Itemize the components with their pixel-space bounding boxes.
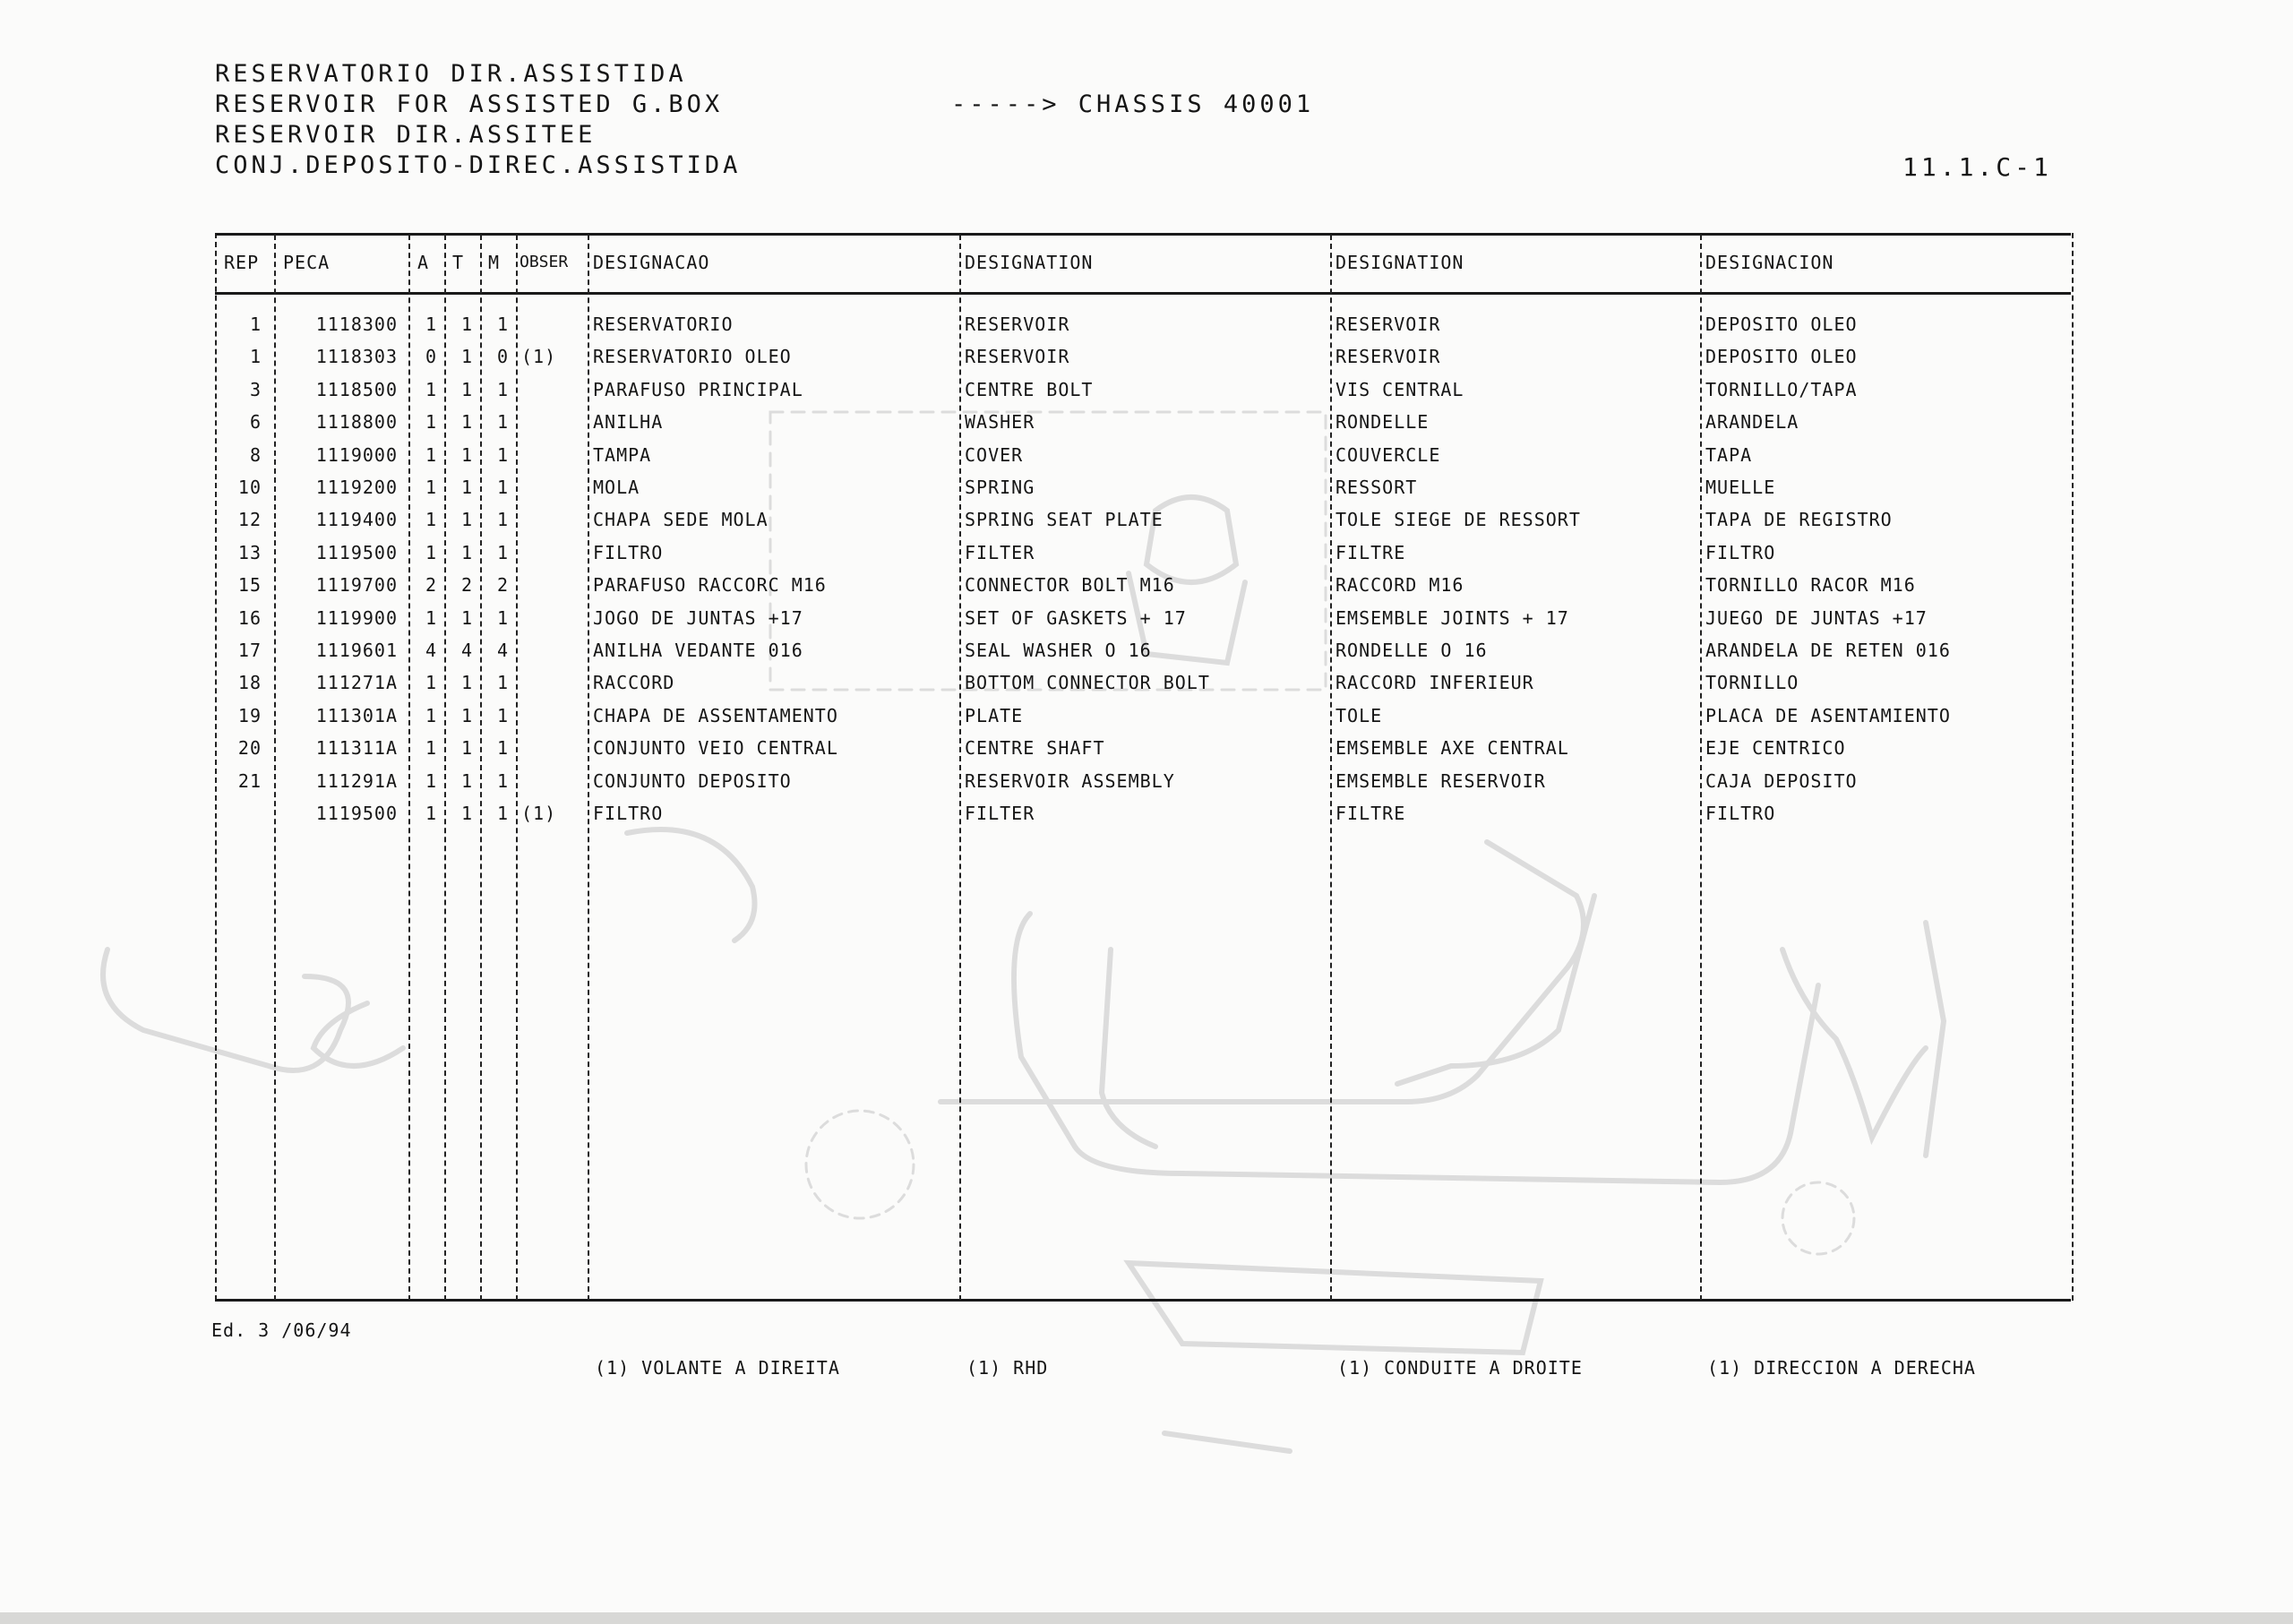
cell-part-number: 1118300 — [315, 314, 398, 335]
cell-rep: 1 — [249, 346, 262, 368]
cell-designation-fr: FILTRE — [1335, 803, 1406, 824]
cell-part-number: 1118303 — [315, 346, 398, 368]
cell-designation-fr: EMSEMBLE JOINTS + 17 — [1335, 606, 1569, 629]
footnote-portuguese: (1) VOLANTE A DIREITA — [595, 1357, 840, 1379]
cell-part-number: 1119000 — [315, 443, 398, 466]
cell-qty-m: 1 — [496, 477, 509, 498]
cell-qty-t: 1 — [460, 606, 473, 629]
cell-qty-t: 1 — [460, 477, 473, 498]
cell-designacao: CHAPA SEDE MOLA — [593, 509, 769, 531]
col-header-obser: OBSER — [520, 253, 569, 271]
cell-designacion: TORNILLO — [1705, 672, 1799, 694]
cell-qty-m: 1 — [496, 509, 509, 531]
cell-qty-t: 4 — [460, 640, 473, 661]
cell-part-number: 1119400 — [315, 509, 398, 531]
cell-part-number: 1119700 — [315, 574, 398, 597]
page-code: 11.1.C-1 — [1902, 152, 2052, 182]
cell-part-number: 1119900 — [315, 606, 398, 629]
cell-designacion: PLACA DE ASENTAMIENTO — [1705, 704, 1951, 726]
cell-designacao: PARAFUSO RACCORC M16 — [593, 574, 827, 597]
cell-qty-t: 1 — [460, 314, 473, 335]
cell-qty-m: 1 — [496, 803, 509, 824]
cell-designacao: RESERVATORIO OLEO — [593, 346, 792, 368]
cell-qty-a: 1 — [425, 314, 437, 335]
cell-qty-a: 4 — [425, 640, 437, 661]
cell-designation-fr: RESSORT — [1335, 477, 1418, 498]
cell-part-number: 111271A — [315, 672, 398, 694]
cell-qty-a: 1 — [425, 606, 437, 629]
cell-designation-fr: RONDELLE — [1335, 411, 1430, 434]
cell-qty-m: 1 — [496, 378, 509, 400]
cell-designation-en: CONNECTOR BOLT M16 — [965, 574, 1175, 597]
cell-designacao: CONJUNTO VEIO CENTRAL — [593, 737, 838, 760]
cell-qty-t: 1 — [460, 672, 473, 694]
cell-designacao: CONJUNTO DEPOSITO — [593, 769, 792, 792]
cell-designation-en: SPRING — [965, 477, 1035, 498]
cell-qty-t: 1 — [460, 704, 473, 726]
cell-qty-a: 2 — [425, 574, 437, 597]
cell-designation-en: FILTER — [965, 803, 1035, 824]
col-header-m: M — [488, 252, 501, 273]
cell-designation-fr: EMSEMBLE RESERVOIR — [1335, 769, 1546, 792]
col-header-a: A — [417, 252, 430, 273]
cell-qty-a: 1 — [425, 803, 437, 824]
cell-part-number: 111301A — [315, 704, 398, 726]
cell-qty-m: 1 — [496, 737, 509, 760]
cell-rep: 1 — [249, 314, 262, 335]
col-header-designacao: DESIGNACAO — [593, 252, 710, 273]
title-portuguese: RESERVATORIO DIR.ASSISTIDA — [215, 60, 687, 88]
cell-rep: 3 — [249, 378, 262, 400]
cell-designacion: FILTRO — [1705, 541, 1776, 563]
cell-designation-fr: VIS CENTRAL — [1335, 378, 1464, 400]
cell-designation-fr: TOLE — [1335, 704, 1383, 726]
title-french: RESERVOIR DIR.ASSITEE — [215, 121, 597, 149]
cell-qty-m: 4 — [496, 640, 509, 661]
title-english: RESERVOIR FOR ASSISTED G.BOX — [215, 90, 724, 118]
cell-rep: 17 — [237, 640, 262, 661]
col-divider-designacao — [588, 235, 589, 1301]
cell-designacion: FILTRO — [1705, 803, 1776, 824]
cell-qty-m: 1 — [496, 672, 509, 694]
cell-qty-a: 0 — [425, 346, 437, 368]
cell-rep: 18 — [237, 672, 262, 694]
cell-designacao: RACCORD — [593, 672, 675, 694]
cell-designation-en: RESERVOIR — [965, 314, 1070, 335]
cell-rep: 15 — [237, 574, 262, 597]
cell-designation-fr: RACCORD INFERIEUR — [1335, 672, 1534, 694]
cell-part-number: 1119500 — [315, 803, 398, 824]
col-divider-designacion — [1700, 235, 1702, 1301]
cell-qty-t: 1 — [460, 737, 473, 760]
col-header-designation-fr: DESIGNATION — [1335, 252, 1464, 273]
cell-designacao: JOGO DE JUNTAS +17 — [593, 606, 803, 629]
cell-designation-en: SET OF GASKETS + 17 — [965, 606, 1187, 629]
cell-part-number: 1119500 — [315, 541, 398, 563]
cell-rep: 20 — [237, 737, 262, 760]
col-header-t: T — [452, 252, 465, 273]
cell-qty-a: 1 — [425, 769, 437, 792]
col-divider-designation-en — [959, 235, 961, 1301]
page-bottom-edge — [0, 1612, 2293, 1624]
cell-rep: 10 — [237, 477, 262, 498]
cell-designacao: ANILHA — [593, 411, 664, 434]
cell-part-number: 111291A — [315, 769, 398, 792]
cell-designacao: FILTRO — [593, 541, 664, 563]
footnote-english: (1) RHD — [966, 1357, 1049, 1379]
cell-qty-t: 1 — [460, 769, 473, 792]
cell-qty-t: 1 — [460, 411, 473, 434]
table-top-rule — [215, 233, 2071, 236]
cell-part-number: 1119601 — [315, 640, 398, 661]
cell-qty-a: 1 — [425, 704, 437, 726]
cell-qty-a: 1 — [425, 443, 437, 466]
cell-designacion: MUELLE — [1705, 477, 1776, 498]
col-header-peca: PECA — [283, 252, 331, 273]
cell-designacao: MOLA — [593, 477, 640, 498]
cell-rep: 8 — [249, 443, 262, 466]
cell-qty-m: 1 — [496, 541, 509, 563]
cell-qty-m: 1 — [496, 606, 509, 629]
cell-part-number: 111311A — [315, 737, 398, 760]
cell-qty-m: 1 — [496, 704, 509, 726]
col-header-rep: REP — [224, 252, 260, 273]
cell-qty-a: 1 — [425, 477, 437, 498]
cell-designacion: TORNILLO/TAPA — [1705, 378, 1858, 400]
cell-designacion: ARANDELA — [1705, 411, 1799, 434]
cell-rep: 19 — [237, 704, 262, 726]
cell-designacao: RESERVATORIO — [593, 314, 734, 335]
footnote-french: (1) CONDUITE A DROITE — [1337, 1357, 1583, 1379]
cell-qty-a: 1 — [425, 509, 437, 531]
cell-designation-fr: COUVERCLE — [1335, 443, 1441, 466]
cell-designation-en: FILTER — [965, 541, 1035, 563]
cell-designacao: FILTRO — [593, 803, 664, 824]
table-bottom-rule — [215, 1299, 2071, 1302]
cell-designacion: TAPA — [1705, 443, 1753, 466]
cell-designacao: TAMPA — [593, 443, 652, 466]
cell-designation-fr: EMSEMBLE AXE CENTRAL — [1335, 737, 1569, 760]
cell-designation-en: RESERVOIR — [965, 346, 1070, 368]
cell-obser: (1) — [521, 803, 557, 824]
cell-qty-m: 1 — [496, 411, 509, 434]
cell-qty-a: 1 — [425, 541, 437, 563]
cell-qty-a: 1 — [425, 737, 437, 760]
cell-qty-t: 1 — [460, 346, 473, 368]
table-header-rule — [215, 292, 2071, 295]
cell-part-number: 1118500 — [315, 378, 398, 400]
edition-date: Ed. 3 /06/94 — [211, 1319, 352, 1341]
cell-qty-a: 1 — [425, 411, 437, 434]
cell-designation-fr: RONDELLE O 16 — [1335, 640, 1488, 661]
cell-designation-en: SEAL WASHER O 16 — [965, 640, 1152, 661]
cell-qty-t: 1 — [460, 803, 473, 824]
cell-part-number: 1118800 — [315, 411, 398, 434]
cell-designation-en: WASHER — [965, 411, 1035, 434]
cell-qty-m: 1 — [496, 314, 509, 335]
cell-designacion: TORNILLO RACOR M16 — [1705, 574, 1916, 597]
cell-rep: 13 — [237, 541, 262, 563]
cell-designation-en: SPRING SEAT PLATE — [965, 509, 1164, 531]
cell-designacion: ARANDELA DE RETEN 016 — [1705, 640, 1951, 661]
cell-rep: 21 — [237, 769, 262, 792]
col-header-designation-en: DESIGNATION — [965, 252, 1094, 273]
cell-designacion: EJE CENTRICO — [1705, 737, 1846, 760]
cell-qty-a: 1 — [425, 672, 437, 694]
cell-rep: 12 — [237, 509, 262, 531]
cell-qty-t: 1 — [460, 378, 473, 400]
cell-designacion: JUEGO DE JUNTAS +17 — [1705, 606, 1928, 629]
cell-designation-fr: TOLE SIEGE DE RESSORT — [1335, 509, 1581, 531]
cell-designacion: DEPOSITO OLEO — [1705, 314, 1858, 335]
cell-designation-fr: RESERVOIR — [1335, 346, 1441, 368]
cell-qty-t: 1 — [460, 509, 473, 531]
title-spanish: CONJ.DEPOSITO-DIREC.ASSISTIDA — [215, 151, 742, 179]
col-divider-peca — [274, 235, 276, 1301]
cell-designation-fr: RESERVOIR — [1335, 314, 1441, 335]
cell-designation-en: PLATE — [965, 704, 1024, 726]
cell-designacao: CHAPA DE ASSENTAMENTO — [593, 704, 838, 726]
cell-designation-en: BOTTOM CONNECTOR BOLT — [965, 672, 1210, 694]
cell-qty-t: 1 — [460, 443, 473, 466]
cell-designacion: DEPOSITO OLEO — [1705, 346, 1858, 368]
cell-designation-en: CENTRE SHAFT — [965, 737, 1105, 760]
col-divider-obser — [516, 235, 518, 1301]
cell-designation-en: RESERVOIR ASSEMBLY — [965, 769, 1175, 792]
chassis-reference: -----> CHASSIS 40001 — [951, 90, 1315, 118]
col-divider-designation-fr — [1330, 235, 1332, 1301]
cell-rep: 6 — [249, 411, 262, 434]
cell-qty-m: 1 — [496, 443, 509, 466]
cell-rep: 16 — [237, 606, 262, 629]
cell-qty-t: 2 — [460, 574, 473, 597]
cell-designacion: TAPA DE REGISTRO — [1705, 509, 1893, 531]
footnote-spanish: (1) DIRECCION A DERECHA — [1707, 1357, 1976, 1379]
cell-designacion: CAJA DEPOSITO — [1705, 769, 1858, 792]
cell-designacao: ANILHA VEDANTE 016 — [593, 640, 803, 661]
cell-qty-a: 1 — [425, 378, 437, 400]
cell-designation-en: CENTRE BOLT — [965, 378, 1094, 400]
cell-designation-en: COVER — [965, 443, 1024, 466]
cell-designation-fr: RACCORD M16 — [1335, 574, 1464, 597]
cell-designation-fr: FILTRE — [1335, 541, 1406, 563]
cell-obser: (1) — [521, 346, 557, 368]
cell-designacao: PARAFUSO PRINCIPAL — [593, 378, 803, 400]
col-header-designacion: DESIGNACION — [1705, 252, 1834, 273]
cell-qty-m: 1 — [496, 769, 509, 792]
cell-part-number: 1119200 — [315, 477, 398, 498]
cell-qty-t: 1 — [460, 541, 473, 563]
cell-qty-m: 0 — [496, 346, 509, 368]
cell-qty-m: 2 — [496, 574, 509, 597]
